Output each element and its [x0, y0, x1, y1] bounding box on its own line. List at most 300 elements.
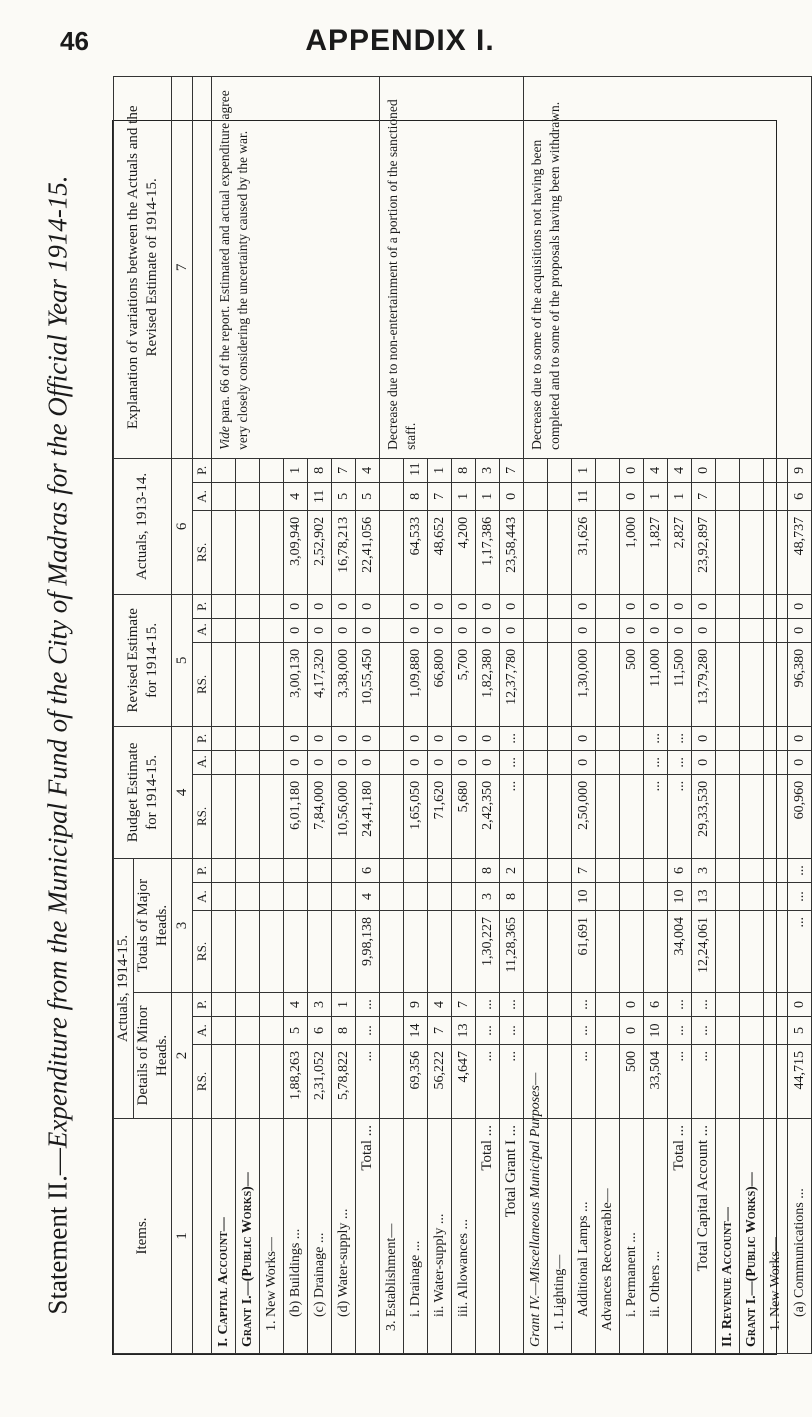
prev-a-cell — [380, 482, 404, 510]
major-p-cell: 7 — [572, 858, 596, 882]
budget-p-cell — [380, 726, 404, 750]
revised-rs-cell: 66,800 — [428, 642, 452, 726]
header-budget: Budget Estimate for 1914-15. — [114, 726, 172, 858]
budget-a-cell — [236, 750, 260, 774]
prev-a-cell: 1 — [452, 482, 476, 510]
major-rs-cell — [380, 911, 404, 993]
prev-rs-cell: 4,200 — [452, 510, 476, 594]
revised-p-cell — [380, 594, 404, 618]
units-blank — [193, 76, 212, 458]
revised-rs-cell: 11,500 — [668, 642, 692, 726]
prev-p-cell: 4 — [644, 458, 668, 482]
major-rs-cell — [764, 911, 788, 993]
major-rs-cell — [260, 911, 284, 993]
budget-rs-cell: 2,42,350 — [476, 774, 500, 858]
major-rs-cell: 9,98,138 — [356, 911, 380, 993]
major-a-cell: ... — [788, 883, 812, 911]
budget-a-cell — [620, 750, 644, 774]
budget-p-cell — [716, 726, 740, 750]
revised-rs-cell — [764, 642, 788, 726]
prev-rs-cell: 1,17,386 — [476, 510, 500, 594]
revised-rs-cell: 1,82,380 — [476, 642, 500, 726]
prev-rs-cell: 2,827 — [668, 510, 692, 594]
major-a-cell — [404, 883, 428, 911]
item-label: Total ... — [356, 1119, 380, 1354]
unit-a: A. — [193, 883, 212, 911]
minor-a-cell: ... — [356, 1017, 380, 1045]
prev-a-cell — [764, 482, 788, 510]
major-a-cell — [380, 883, 404, 911]
revised-a-cell — [236, 618, 260, 642]
prev-a-cell — [548, 482, 572, 510]
minor-p-cell: ... — [692, 993, 716, 1017]
revised-a-cell: 0 — [644, 618, 668, 642]
minor-p-cell: ... — [356, 993, 380, 1017]
prev-rs-cell — [524, 510, 548, 594]
header-actuals-prev: Actuals, 1913-14. — [114, 458, 172, 594]
minor-p-cell — [524, 993, 548, 1017]
revised-a-cell — [764, 618, 788, 642]
prev-a-cell: 5 — [356, 482, 380, 510]
item-label: ii. Water-supply ... — [428, 1119, 452, 1354]
item-label: (a) Communications ... — [788, 1119, 812, 1354]
unit-a: A. — [193, 750, 212, 774]
budget-a-cell: 0 — [332, 750, 356, 774]
page-header — [0, 18, 800, 78]
budget-p-cell: 0 — [476, 726, 500, 750]
header-items: Items. — [114, 1119, 172, 1354]
minor-rs-cell: 56,222 — [428, 1045, 452, 1119]
prev-a-cell — [716, 482, 740, 510]
major-a-cell — [428, 883, 452, 911]
revised-a-cell: 0 — [476, 618, 500, 642]
prev-p-cell: 0 — [620, 458, 644, 482]
budget-a-cell: ... — [644, 750, 668, 774]
budget-p-cell: 0 — [572, 726, 596, 750]
minor-p-cell: ... — [572, 993, 596, 1017]
prev-rs-cell: 1,000 — [620, 510, 644, 594]
item-label: Grant I.—(Public Works)— — [236, 1119, 260, 1354]
minor-a-cell — [236, 1017, 260, 1045]
col-number: 1 — [172, 1119, 193, 1354]
prev-rs-cell: 31,626 — [572, 510, 596, 594]
prev-rs-cell: 48,737 — [788, 510, 812, 594]
major-p-cell: 3 — [692, 858, 716, 882]
revised-rs-cell — [596, 642, 620, 726]
major-a-cell: 3 — [476, 883, 500, 911]
revised-p-cell — [548, 594, 572, 618]
item-label: (d) Water-supply ... — [332, 1119, 356, 1354]
revised-rs-cell: 11,000 — [644, 642, 668, 726]
prev-a-cell: 11 — [308, 482, 332, 510]
minor-rs-cell: ... — [668, 1045, 692, 1119]
item-label: 3. Establishment— — [380, 1119, 404, 1354]
budget-p-cell: ... — [500, 726, 524, 750]
budget-a-cell: 0 — [356, 750, 380, 774]
units-row — [193, 76, 212, 1353]
major-p-cell — [308, 858, 332, 882]
major-p-cell — [236, 858, 260, 882]
revised-p-cell: 0 — [788, 594, 812, 618]
major-a-cell: 13 — [692, 883, 716, 911]
budget-rs-cell — [260, 774, 284, 858]
revised-a-cell — [260, 618, 284, 642]
prev-rs-cell — [380, 510, 404, 594]
prev-p-cell: 7 — [500, 458, 524, 482]
unit-rs: RS. — [193, 1045, 212, 1119]
minor-a-cell: 5 — [788, 1017, 812, 1045]
prev-rs-cell — [740, 510, 764, 594]
revised-p-cell: 0 — [644, 594, 668, 618]
explanation-e1 — [212, 76, 380, 458]
appendix-title: APPENDIX I. — [305, 24, 495, 57]
major-rs-cell — [284, 911, 308, 993]
minor-p-cell: 1 — [332, 993, 356, 1017]
revised-a-cell: 0 — [356, 618, 380, 642]
prev-rs-cell: 48,652 — [428, 510, 452, 594]
budget-a-cell: 0 — [284, 750, 308, 774]
major-rs-cell — [716, 911, 740, 993]
col-number: 6 — [172, 458, 193, 594]
major-a-cell — [284, 883, 308, 911]
revised-rs-cell: 500 — [620, 642, 644, 726]
major-a-cell — [740, 883, 764, 911]
budget-rs-cell — [212, 774, 236, 858]
minor-a-cell: 10 — [644, 1017, 668, 1045]
header-major-heads: Totals of Major Heads. — [133, 858, 172, 992]
revised-rs-cell: 3,00,130 — [284, 642, 308, 726]
minor-rs-cell — [212, 1045, 236, 1119]
item-label: (c) Drainage ... — [308, 1119, 332, 1354]
revised-rs-cell — [380, 642, 404, 726]
budget-p-cell: 0 — [308, 726, 332, 750]
major-rs-cell: 12,24,061 — [692, 911, 716, 993]
revised-p-cell — [740, 594, 764, 618]
revised-rs-cell — [548, 642, 572, 726]
budget-p-cell — [548, 726, 572, 750]
budget-a-cell — [596, 750, 620, 774]
revised-a-cell: 0 — [692, 618, 716, 642]
budget-p-cell: ... — [668, 726, 692, 750]
prev-rs-cell — [764, 510, 788, 594]
revised-rs-cell: 13,79,280 — [692, 642, 716, 726]
minor-a-cell: 14 — [404, 1017, 428, 1045]
minor-a-cell — [740, 1017, 764, 1045]
revised-p-cell: 0 — [356, 594, 380, 618]
revised-a-cell: 0 — [284, 618, 308, 642]
minor-p-cell — [548, 993, 572, 1017]
major-rs-cell: 61,691 — [572, 911, 596, 993]
minor-rs-cell: 44,715 — [788, 1045, 812, 1119]
major-p-cell — [380, 858, 404, 882]
prev-p-cell: 9 — [788, 458, 812, 482]
revised-a-cell: 0 — [500, 618, 524, 642]
prev-a-cell — [524, 482, 548, 510]
major-a-cell — [452, 883, 476, 911]
minor-a-cell: 13 — [452, 1017, 476, 1045]
prev-a-cell: 1 — [644, 482, 668, 510]
revised-rs-cell — [740, 642, 764, 726]
item-label: Additional Lamps ... — [572, 1119, 596, 1354]
budget-a-cell: 0 — [404, 750, 428, 774]
prev-rs-cell — [212, 510, 236, 594]
prev-a-cell — [596, 482, 620, 510]
revised-rs-cell: 10,55,450 — [356, 642, 380, 726]
minor-a-cell: 5 — [284, 1017, 308, 1045]
prev-rs-cell — [548, 510, 572, 594]
item-label: 1. New Works— — [260, 1119, 284, 1354]
prev-p-cell: 8 — [308, 458, 332, 482]
major-p-cell: 2 — [500, 858, 524, 882]
unit-p: P. — [193, 726, 212, 750]
minor-a-cell — [524, 1017, 548, 1045]
prev-p-cell: 0 — [692, 458, 716, 482]
major-rs-cell — [452, 911, 476, 993]
minor-p-cell: 0 — [620, 993, 644, 1017]
budget-rs-cell — [764, 774, 788, 858]
major-p-cell — [332, 858, 356, 882]
revised-p-cell: 0 — [452, 594, 476, 618]
item-label: Grant I.—(Public Works)— — [740, 1119, 764, 1354]
budget-p-cell: ... — [644, 726, 668, 750]
minor-rs-cell: ... — [356, 1045, 380, 1119]
budget-p-cell: 0 — [788, 726, 812, 750]
revised-a-cell: 0 — [452, 618, 476, 642]
budget-p-cell — [620, 726, 644, 750]
budget-rs-cell: ... — [500, 774, 524, 858]
budget-a-cell: 0 — [428, 750, 452, 774]
major-a-cell: 8 — [500, 883, 524, 911]
budget-rs-cell — [380, 774, 404, 858]
minor-a-cell — [212, 1017, 236, 1045]
table-row — [380, 76, 404, 1353]
minor-p-cell — [596, 993, 620, 1017]
budget-rs-cell — [548, 774, 572, 858]
major-p-cell — [620, 858, 644, 882]
budget-p-cell: 0 — [404, 726, 428, 750]
minor-a-cell: ... — [500, 1017, 524, 1045]
minor-p-cell: ... — [668, 993, 692, 1017]
major-rs-cell — [596, 911, 620, 993]
unit-p: P. — [193, 458, 212, 482]
revised-a-cell: 0 — [668, 618, 692, 642]
major-p-cell — [764, 858, 788, 882]
major-a-cell: 10 — [668, 883, 692, 911]
revised-a-cell — [596, 618, 620, 642]
col-number: 4 — [172, 726, 193, 858]
budget-p-cell — [596, 726, 620, 750]
minor-p-cell — [716, 993, 740, 1017]
minor-a-cell: 8 — [332, 1017, 356, 1045]
revised-p-cell: 0 — [332, 594, 356, 618]
unit-rs: RS. — [193, 911, 212, 993]
revised-a-cell — [524, 618, 548, 642]
major-rs-cell — [740, 911, 764, 993]
revised-p-cell — [764, 594, 788, 618]
explanation-e2: Decrease due to non-entertainment of a portion of the sanctioned staff. — [380, 76, 524, 458]
revised-a-cell: 0 — [332, 618, 356, 642]
prev-a-cell: 5 — [332, 482, 356, 510]
minor-rs-cell — [236, 1045, 260, 1119]
prev-rs-cell: 1,827 — [644, 510, 668, 594]
item-label: Total ... — [476, 1119, 500, 1354]
minor-a-cell — [260, 1017, 284, 1045]
budget-p-cell — [524, 726, 548, 750]
prev-p-cell: 4 — [356, 458, 380, 482]
major-a-cell — [308, 883, 332, 911]
col-number: 7 — [172, 76, 193, 458]
budget-a-cell: 0 — [788, 750, 812, 774]
prev-rs-cell: 23,92,897 — [692, 510, 716, 594]
revised-rs-cell: 4,17,320 — [308, 642, 332, 726]
major-p-cell — [596, 858, 620, 882]
budget-a-cell — [212, 750, 236, 774]
minor-p-cell: ... — [476, 993, 500, 1017]
revised-rs-cell — [524, 642, 548, 726]
budget-a-cell — [548, 750, 572, 774]
prev-p-cell: 4 — [668, 458, 692, 482]
minor-rs-cell: 2,31,052 — [308, 1045, 332, 1119]
prev-p-cell — [260, 458, 284, 482]
revised-a-cell: 0 — [308, 618, 332, 642]
minor-p-cell: 0 — [788, 993, 812, 1017]
major-a-cell — [716, 883, 740, 911]
item-label: (b) Buildings ... — [284, 1119, 308, 1354]
budget-a-cell — [740, 750, 764, 774]
prev-a-cell — [260, 482, 284, 510]
major-a-cell — [260, 883, 284, 911]
prev-p-cell: 7 — [332, 458, 356, 482]
budget-a-cell: 0 — [692, 750, 716, 774]
rotated-table-wrapper — [113, 90, 807, 1354]
item-label: II. Revenue Account— — [716, 1119, 740, 1354]
minor-a-cell — [764, 1017, 788, 1045]
prev-a-cell: 1 — [668, 482, 692, 510]
statement-title-prefix: Statement II.— — [42, 1148, 73, 1315]
prev-a-cell — [740, 482, 764, 510]
prev-rs-cell: 23,58,443 — [500, 510, 524, 594]
minor-p-cell: 9 — [404, 993, 428, 1017]
budget-rs-cell: 2,50,000 — [572, 774, 596, 858]
major-rs-cell: 34,004 — [668, 911, 692, 993]
prev-a-cell: 7 — [428, 482, 452, 510]
minor-rs-cell — [764, 1045, 788, 1119]
budget-rs-cell: ... — [644, 774, 668, 858]
revised-rs-cell: 3,38,000 — [332, 642, 356, 726]
major-rs-cell: ... — [788, 911, 812, 993]
major-rs-cell — [644, 911, 668, 993]
unit-p: P. — [193, 858, 212, 882]
minor-rs-cell: ... — [692, 1045, 716, 1119]
minor-p-cell — [260, 993, 284, 1017]
page-number: 46 — [60, 26, 89, 56]
budget-p-cell — [212, 726, 236, 750]
statement-title — [43, 175, 74, 1314]
minor-a-cell — [380, 1017, 404, 1045]
minor-a-cell: 7 — [428, 1017, 452, 1045]
prev-a-cell: 4 — [284, 482, 308, 510]
revised-rs-cell: 1,09,880 — [404, 642, 428, 726]
major-p-cell — [284, 858, 308, 882]
minor-p-cell: 7 — [452, 993, 476, 1017]
item-label: ii. Others ... — [644, 1119, 668, 1354]
item-label: Total Grant I ... — [500, 1119, 524, 1354]
minor-a-cell: 6 — [308, 1017, 332, 1045]
revised-rs-cell: 96,380 — [788, 642, 812, 726]
budget-rs-cell: 10,56,000 — [332, 774, 356, 858]
major-rs-cell — [236, 911, 260, 993]
prev-a-cell — [212, 482, 236, 510]
major-a-cell — [620, 883, 644, 911]
budget-p-cell — [764, 726, 788, 750]
minor-rs-cell: ... — [500, 1045, 524, 1119]
revised-p-cell — [212, 594, 236, 618]
revised-p-cell — [716, 594, 740, 618]
item-label: Total Capital Account ... — [692, 1119, 716, 1354]
minor-rs-cell — [260, 1045, 284, 1119]
budget-a-cell: 0 — [308, 750, 332, 774]
minor-a-cell: ... — [572, 1017, 596, 1045]
prev-a-cell: 1 — [476, 482, 500, 510]
major-p-cell: 6 — [356, 858, 380, 882]
minor-p-cell: ... — [500, 993, 524, 1017]
explanation-text: para. 66 of the report. Estimated and actual expenditure agree very closely considering the uncertainty caused by the war. — [217, 90, 251, 450]
col-number: 3 — [172, 858, 193, 992]
explanation-e3: Decrease due to some of the acquisitions not having been completed and to some of the proposals having been withdrawn. — [524, 76, 812, 458]
minor-a-cell: 0 — [620, 1017, 644, 1045]
major-p-cell — [644, 858, 668, 882]
header-explanation: Explanation of variations between the Actuals and the Revised Estimate of 1914-15. — [114, 76, 172, 458]
unit-rs: RS. — [193, 642, 212, 726]
minor-p-cell: 3 — [308, 993, 332, 1017]
header-actuals-group: Actuals, 1914-15. — [114, 858, 134, 1118]
budget-rs-cell: 60,960 — [788, 774, 812, 858]
major-rs-cell — [524, 911, 548, 993]
budget-p-cell: 0 — [452, 726, 476, 750]
prev-rs-cell: 16,78,213 — [332, 510, 356, 594]
ledger-frame — [112, 90, 807, 1355]
header-row-1 — [114, 76, 134, 1353]
prev-p-cell: 1 — [284, 458, 308, 482]
item-label: Total ... — [668, 1119, 692, 1354]
minor-p-cell: 6 — [644, 993, 668, 1017]
budget-p-cell: 0 — [284, 726, 308, 750]
prev-p-cell — [596, 458, 620, 482]
revised-rs-cell — [716, 642, 740, 726]
revised-p-cell: 0 — [308, 594, 332, 618]
minor-a-cell — [548, 1017, 572, 1045]
prev-p-cell: 1 — [428, 458, 452, 482]
major-rs-cell — [212, 911, 236, 993]
major-a-cell: 4 — [356, 883, 380, 911]
table-row — [212, 76, 236, 1353]
revised-a-cell — [212, 618, 236, 642]
minor-a-cell: ... — [476, 1017, 500, 1045]
minor-rs-cell: 500 — [620, 1045, 644, 1119]
budget-a-cell: ... — [668, 750, 692, 774]
minor-p-cell: 4 — [428, 993, 452, 1017]
prev-p-cell — [548, 458, 572, 482]
prev-p-cell — [236, 458, 260, 482]
prev-rs-cell: 3,09,940 — [284, 510, 308, 594]
prev-p-cell — [524, 458, 548, 482]
budget-a-cell: 0 — [452, 750, 476, 774]
prev-rs-cell — [260, 510, 284, 594]
major-a-cell — [332, 883, 356, 911]
budget-a-cell: ... — [500, 750, 524, 774]
minor-p-cell — [380, 993, 404, 1017]
revised-p-cell: 0 — [500, 594, 524, 618]
